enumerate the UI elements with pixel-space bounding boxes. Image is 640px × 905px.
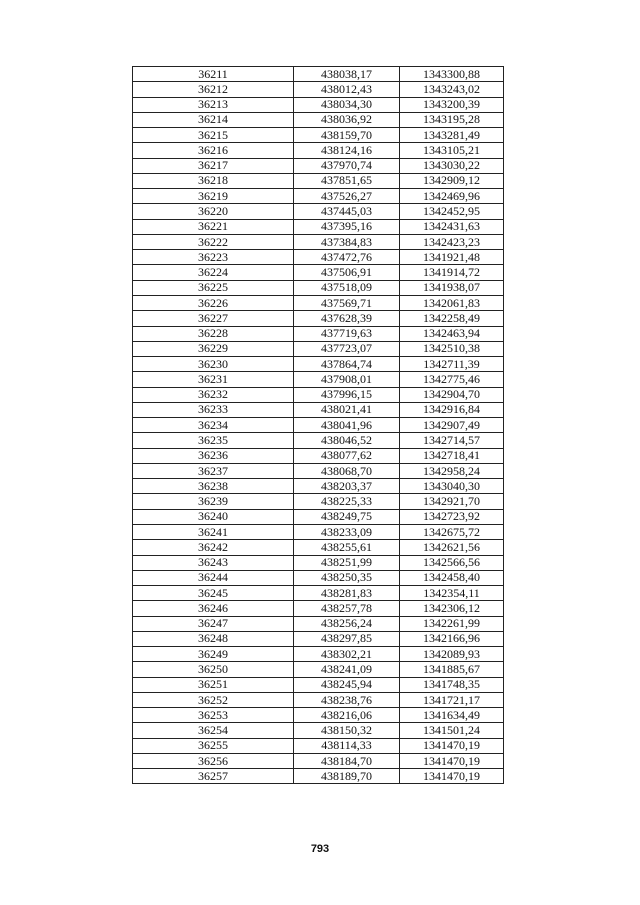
x-coordinate-cell: 438114,33 [294,738,400,753]
table-row [133,677,504,692]
x-coordinate-cell: 437719,63 [294,326,400,341]
table-row [133,586,504,601]
y-coordinate-cell: 1341885,67 [400,662,504,677]
table-row [133,692,504,707]
point-number-cell: 36233 [133,402,294,417]
point-number-cell: 36215 [133,128,294,143]
point-number-cell: 36244 [133,570,294,585]
x-coordinate-cell: 438034,30 [294,97,400,112]
table-row [133,570,504,585]
y-coordinate-cell: 1342452,95 [400,204,504,219]
y-coordinate-cell: 1343040,30 [400,479,504,494]
point-number-cell: 36234 [133,418,294,433]
point-number-cell: 36248 [133,631,294,646]
y-coordinate-cell: 1341921,48 [400,250,504,265]
y-coordinate-cell: 1342469,96 [400,189,504,204]
table-row [133,524,504,539]
y-coordinate-cell: 1341470,19 [400,769,504,784]
x-coordinate-cell: 437908,01 [294,372,400,387]
point-number-cell: 36212 [133,82,294,97]
y-coordinate-cell: 1343030,22 [400,158,504,173]
table-row [133,112,504,127]
x-coordinate-cell: 437723,07 [294,341,400,356]
table-row [133,494,504,509]
point-number-cell: 36213 [133,97,294,112]
x-coordinate-cell: 438256,24 [294,616,400,631]
table-row [133,341,504,356]
table-row [133,189,504,204]
point-number-cell: 36227 [133,311,294,326]
point-number-cell: 36222 [133,234,294,249]
coordinates-table-body [133,67,504,784]
y-coordinate-cell: 1342907,49 [400,418,504,433]
y-coordinate-cell: 1342921,70 [400,494,504,509]
table-row [133,723,504,738]
point-number-cell: 36249 [133,647,294,662]
y-coordinate-cell: 1342510,38 [400,341,504,356]
point-number-cell: 36221 [133,219,294,234]
table-row [133,601,504,616]
point-number-cell: 36242 [133,540,294,555]
table-row [133,82,504,97]
table-row [133,173,504,188]
y-coordinate-cell: 1343105,21 [400,143,504,158]
point-number-cell: 36231 [133,372,294,387]
point-number-cell: 36251 [133,677,294,692]
point-number-cell: 36239 [133,494,294,509]
y-coordinate-cell: 1341634,49 [400,708,504,723]
point-number-cell: 36236 [133,448,294,463]
table-row [133,647,504,662]
point-number-cell: 36216 [133,143,294,158]
y-coordinate-cell: 1342621,56 [400,540,504,555]
x-coordinate-cell: 438124,16 [294,143,400,158]
table-row [133,753,504,768]
y-coordinate-cell: 1342775,46 [400,372,504,387]
x-coordinate-cell: 438249,75 [294,509,400,524]
y-coordinate-cell: 1341470,19 [400,738,504,753]
table-row [133,97,504,112]
y-coordinate-cell: 1343281,49 [400,128,504,143]
x-coordinate-cell: 437569,71 [294,295,400,310]
table-row [133,311,504,326]
y-coordinate-cell: 1343195,28 [400,112,504,127]
table-row [133,448,504,463]
point-number-cell: 36247 [133,616,294,631]
point-number-cell: 36226 [133,295,294,310]
y-coordinate-cell: 1341938,07 [400,280,504,295]
table-row [133,280,504,295]
x-coordinate-cell: 438184,70 [294,753,400,768]
y-coordinate-cell: 1342723,92 [400,509,504,524]
table-row [133,128,504,143]
point-number-cell: 36224 [133,265,294,280]
x-coordinate-cell: 438233,09 [294,524,400,539]
x-coordinate-cell: 438159,70 [294,128,400,143]
y-coordinate-cell: 1342958,24 [400,463,504,478]
y-coordinate-cell: 1342261,99 [400,616,504,631]
coordinates-table [132,66,504,784]
table-row [133,387,504,402]
table-row [133,357,504,372]
x-coordinate-cell: 437628,39 [294,311,400,326]
y-coordinate-cell: 1342675,72 [400,524,504,539]
point-number-cell: 36214 [133,112,294,127]
table-row [133,708,504,723]
point-number-cell: 36219 [133,189,294,204]
x-coordinate-cell: 438255,61 [294,540,400,555]
y-coordinate-cell: 1343200,39 [400,97,504,112]
point-number-cell: 36245 [133,586,294,601]
table-row [133,204,504,219]
x-coordinate-cell: 437518,09 [294,280,400,295]
point-number-cell: 36241 [133,524,294,539]
table-row [133,143,504,158]
point-number-cell: 36246 [133,601,294,616]
x-coordinate-cell: 438238,76 [294,692,400,707]
point-number-cell: 36255 [133,738,294,753]
table-row [133,509,504,524]
y-coordinate-cell: 1342916,84 [400,402,504,417]
point-number-cell: 36235 [133,433,294,448]
x-coordinate-cell: 437384,83 [294,234,400,249]
y-coordinate-cell: 1342463,94 [400,326,504,341]
x-coordinate-cell: 438225,33 [294,494,400,509]
x-coordinate-cell: 438046,52 [294,433,400,448]
point-number-cell: 36252 [133,692,294,707]
table-row [133,433,504,448]
x-coordinate-cell: 437526,27 [294,189,400,204]
table-row [133,402,504,417]
y-coordinate-cell: 1341470,19 [400,753,504,768]
table-row [133,738,504,753]
x-coordinate-cell: 438021,41 [294,402,400,417]
table-row [133,234,504,249]
table-row [133,631,504,646]
x-coordinate-cell: 437996,15 [294,387,400,402]
point-number-cell: 36225 [133,280,294,295]
point-number-cell: 36218 [133,173,294,188]
y-coordinate-cell: 1342306,12 [400,601,504,616]
y-coordinate-cell: 1342904,70 [400,387,504,402]
point-number-cell: 36229 [133,341,294,356]
x-coordinate-cell: 438068,70 [294,463,400,478]
table-row [133,616,504,631]
point-number-cell: 36240 [133,509,294,524]
x-coordinate-cell: 437395,16 [294,219,400,234]
point-number-cell: 36257 [133,769,294,784]
table-row [133,295,504,310]
table-row [133,158,504,173]
y-coordinate-cell: 1342714,57 [400,433,504,448]
y-coordinate-cell: 1342089,93 [400,647,504,662]
x-coordinate-cell: 437506,91 [294,265,400,280]
point-number-cell: 36238 [133,479,294,494]
point-number-cell: 36243 [133,555,294,570]
y-coordinate-cell: 1342909,12 [400,173,504,188]
table-row [133,662,504,677]
x-coordinate-cell: 438281,83 [294,586,400,601]
point-number-cell: 36253 [133,708,294,723]
x-coordinate-cell: 438150,32 [294,723,400,738]
y-coordinate-cell: 1342718,41 [400,448,504,463]
table-row [133,479,504,494]
x-coordinate-cell: 438189,70 [294,769,400,784]
y-coordinate-cell: 1342166,96 [400,631,504,646]
point-number-cell: 36256 [133,753,294,768]
table-row [133,326,504,341]
y-coordinate-cell: 1342354,11 [400,586,504,601]
table-row [133,219,504,234]
table-row [133,463,504,478]
point-number-cell: 36223 [133,250,294,265]
x-coordinate-cell: 438241,09 [294,662,400,677]
x-coordinate-cell: 438036,92 [294,112,400,127]
y-coordinate-cell: 1342566,56 [400,555,504,570]
y-coordinate-cell: 1342061,83 [400,295,504,310]
y-coordinate-cell: 1341721,17 [400,692,504,707]
table-row [133,67,504,82]
table-row [133,418,504,433]
point-number-cell: 36228 [133,326,294,341]
x-coordinate-cell: 437445,03 [294,204,400,219]
x-coordinate-cell: 437851,65 [294,173,400,188]
table-row [133,555,504,570]
x-coordinate-cell: 438077,62 [294,448,400,463]
point-number-cell: 36250 [133,662,294,677]
y-coordinate-cell: 1342431,63 [400,219,504,234]
table-row [133,372,504,387]
x-coordinate-cell: 438257,78 [294,601,400,616]
point-number-cell: 36211 [133,67,294,82]
x-coordinate-cell: 437864,74 [294,357,400,372]
x-coordinate-cell: 438250,35 [294,570,400,585]
x-coordinate-cell: 438216,06 [294,708,400,723]
x-coordinate-cell: 438302,21 [294,647,400,662]
page-number: 793 [310,843,330,855]
table-row [133,250,504,265]
y-coordinate-cell: 1343243,02 [400,82,504,97]
point-number-cell: 36217 [133,158,294,173]
y-coordinate-cell: 1342458,40 [400,570,504,585]
x-coordinate-cell: 437472,76 [294,250,400,265]
x-coordinate-cell: 438041,96 [294,418,400,433]
x-coordinate-cell: 438251,99 [294,555,400,570]
y-coordinate-cell: 1341748,35 [400,677,504,692]
y-coordinate-cell: 1343300,88 [400,67,504,82]
point-number-cell: 36232 [133,387,294,402]
x-coordinate-cell: 438297,85 [294,631,400,646]
y-coordinate-cell: 1342711,39 [400,357,504,372]
table-row [133,769,504,784]
x-coordinate-cell: 438038,17 [294,67,400,82]
table-row [133,540,504,555]
point-number-cell: 36220 [133,204,294,219]
y-coordinate-cell: 1342423,23 [400,234,504,249]
x-coordinate-cell: 437970,74 [294,158,400,173]
point-number-cell: 36237 [133,463,294,478]
x-coordinate-cell: 438012,43 [294,82,400,97]
point-number-cell: 36230 [133,357,294,372]
y-coordinate-cell: 1342258,49 [400,311,504,326]
point-number-cell: 36254 [133,723,294,738]
table-row [133,265,504,280]
x-coordinate-cell: 438245,94 [294,677,400,692]
y-coordinate-cell: 1341501,24 [400,723,504,738]
y-coordinate-cell: 1341914,72 [400,265,504,280]
x-coordinate-cell: 438203,37 [294,479,400,494]
